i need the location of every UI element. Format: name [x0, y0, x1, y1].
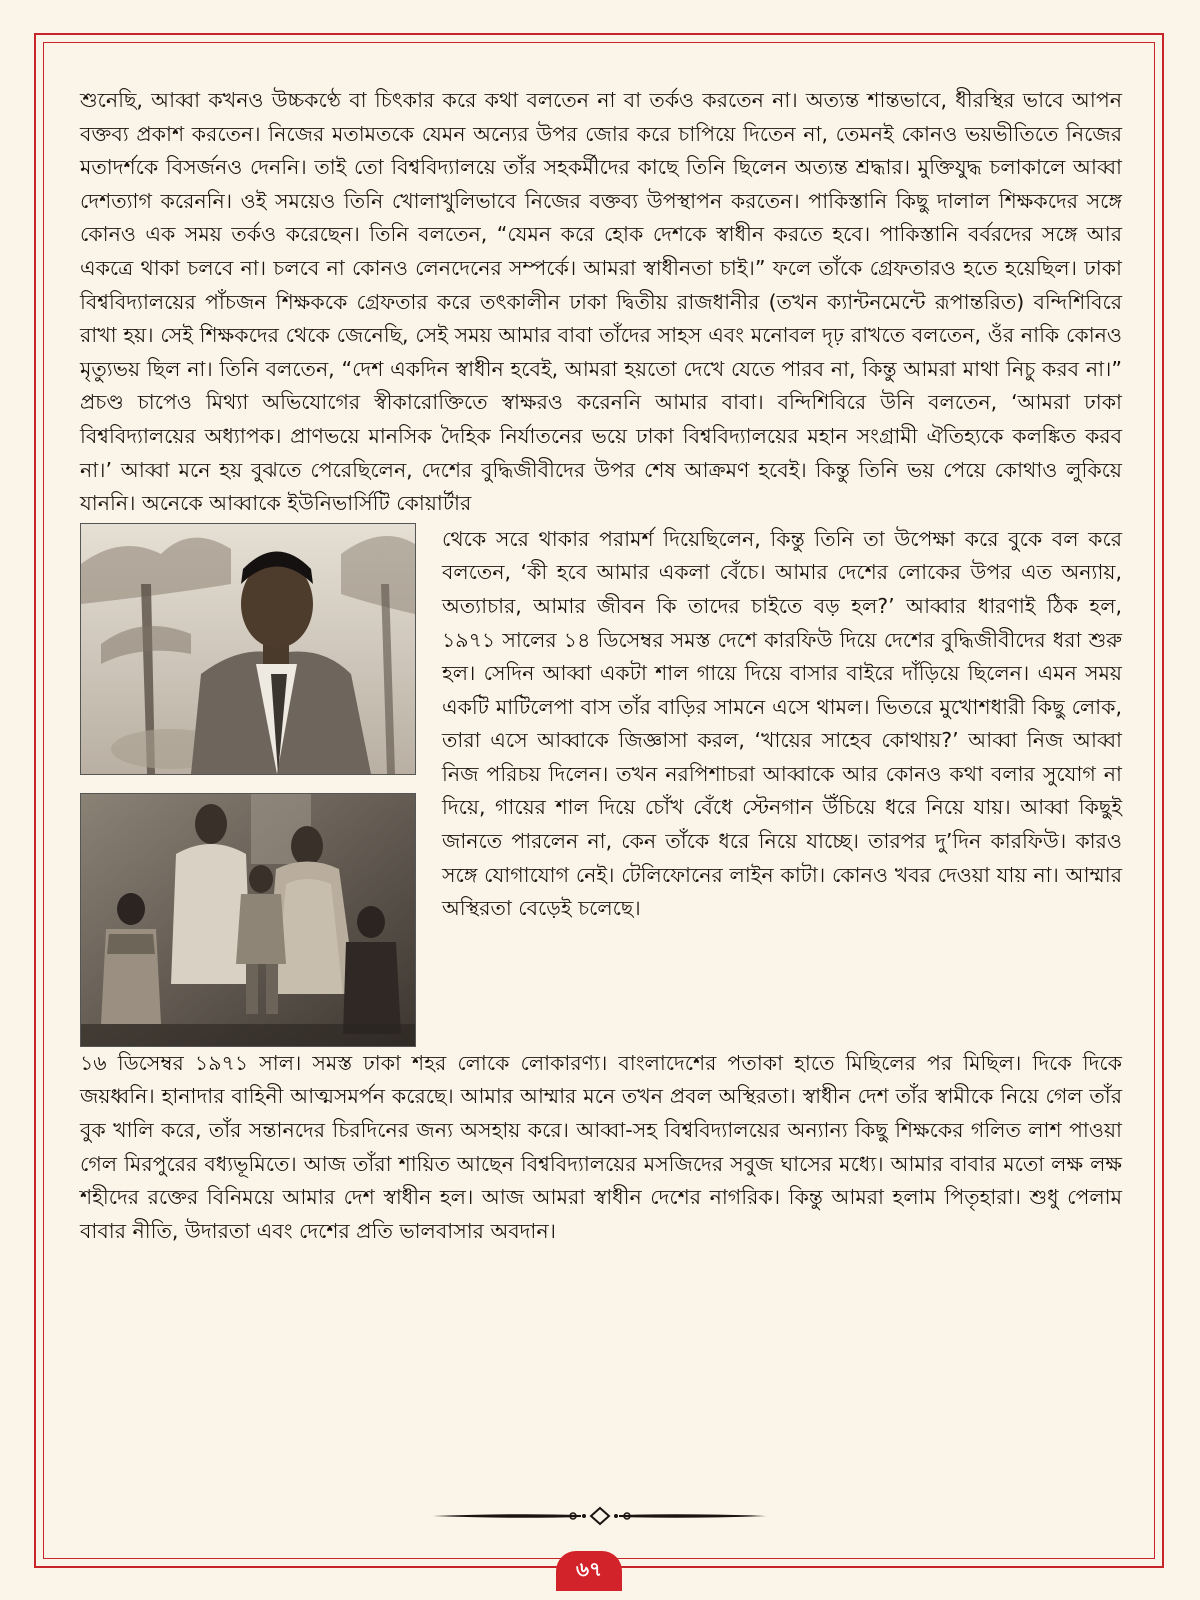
article-paragraph-1: শুনেছি, আব্বা কখনও উচ্চকণ্ঠে বা চিৎকার করে কথা বলতেন না বা তর্কও করতেন না। অত্যন্ত শান্তভাবে, ধীরস্থির ভাবে আপন বক্তব্য প্রকাশ করতেন। নিজের মতামতকে যেমন অন্যের উপর জোর করে চাপিয়ে দিতেন না, তেমনই কোনও ভয়ভীতিতে নিজের মতাদর্শকে বিসর্জনও দেননি। তাই তো বিশ্ববিদ্যালয়ে তাঁর সহকর্মীদের কাছে তিনি ছিলেন অত্যন্ত শ্রদ্ধার। মুক্তিযুদ্ধ চলাকালে আব্বা দেশত্যাগ করেননি। ওই সময়েও তিনি খোলাখুলিভাবে নিজের বক্তব্য উপস্থাপন করতেন। পাকিস্তানি কিছু দালাল শিক্ষকদের সঙ্গে কোনও এক সময় তর্কও করেছেন। তিনি বলতেন, “যেমন করে হোক দেশকে স্বাধীন করতে হবে। পাকিস্তানি বর্বরদের সঙ্গে আর একত্রে থাকা চলবে না। চলবে না কোনও লেনদেনের সম্পর্কে। আমরা স্বাধীনতা চাই।” ফলে তাঁকে গ্রেফতারও হতে হয়েছিল। ঢাকা বিশ্ববিদ্যালয়ের পাঁচজন শিক্ষককে গ্রেফতার করে তৎকালীন ঢাকা দ্বিতীয় রাজধানীর (তখন ক্যান্টনমেন্টে রূপান্তরিত) বন্দিশিবিরে রাখা হয়। সেই শিক্ষকদের থেকে জেনেছি, সেই সময় আমার বাবা তাঁদের সাহস এবং মনোবল দৃঢ় রাখতে বলতেন, ওঁর নাকি কোনও মৃত্যুভয় ছিল না। তিনি বলতেন, “দেশ একদিন স্বাধীন হবেই, আমরা হয়তো দেখে যেতে পারব না, কিন্তু আমরা মাথা নিচু করব না।” প্রচণ্ড চাপেও মিথ্যা অভিযোগের স্বীকারোক্তিতে স্বাক্ষরও করেননি আমার বাবা। বন্দিশিবিরে উনি বলতেন, ‘আমরা ঢাকা বিশ্ববিদ্যালয়ের অধ্যাপক। প্রাণভয়ে মানসিক দৈহিক নির্যাতনের ভয়ে ঢাকা বিশ্ববিদ্যালয়ের মহান সংগ্রামী ঐতিহ্যকে কলঙ্কিত করব না।’ আব্বা মনে হয় বুঝতে পেরেছিলেন, দেশের বুদ্ধিজীবীদের উপর শেষ আক্রমণ হবেই। কিন্তু তিনি ভয় পেয়ে কোথাও লুকিয়ে যাননি। অনেকে আব্বাকে ইউনিভার্সিটি কোয়ার্টার: [80, 88, 1123, 516]
photo-text-section: [80, 523, 1122, 1047]
page-number-badge: [556, 1551, 622, 1591]
page-number: ৬৭: [575, 1556, 602, 1581]
ornamental-divider: [433, 1506, 767, 1526]
photo-side-text: [442, 523, 1122, 1047]
portrait-photo: [80, 523, 416, 775]
article-paragraph-3: ১৬ ডিসেম্বর ১৯৭১ সাল। সমস্ত ঢাকা শহর লোকে লোকারণ্য। বাংলাদেশের পতাকা হাতে মিছিলের পর মিছিল। দিকে দিকে জয়ধ্বনি। হানাদার বাহিনী আত্মসমর্পন করেছে। আমার আম্মার মনে তখন প্রবল অস্থিরতা। স্বাধীন দেশ তাঁর স্বামীকে নিয়ে গেল তাঁর বুক খালি করে, তাঁর সন্তানদের চিরদিনের জন্য অসহায় করে। আব্বা-সহ বিশ্ববিদ্যালয়ের অন্যান্য কিছু শিক্ষকের গলিত লাশ পাওয়া গেল মিরপুরের বধ্যভূমিতে। আজ তাঁরা শায়িত আছেন বিশ্ববিদ্যালয়ের মসজিদের সবুজ ঘাসের মধ্যে। আমার বাবার মতো লক্ষ লক্ষ শহীদের রক্তের বিনিময়ে আমার দেশ স্বাধীন হল। আজ আমরা স্বাধীন দেশের নাগরিক। কিন্তু আমরা হলাম পিতৃহারা। শুধু পেলাম বাবার নীতি, উদারতা এবং দেশের প্রতি ভালবাসার অবদান।: [80, 1050, 1122, 1243]
article-paragraph-2: থেকে সরে থাকার পরামর্শ দিয়েছিলেন, কিন্তু তিনি তা উপেক্ষা করে বুকে বল করে বলতেন, ‘কী হবে আমার একলা বেঁচে। আমার দেশের লোকের উপর এত অন্যায়, অত্যাচার, আমার জীবন কি তাদের চাইতে বড় হল?’ আব্বার ধারণাই ঠিক হল, ১৯৭১ সালের ১৪ ডিসেম্বর সমস্ত দেশে কারফিউ দিয়ে দেশের বুদ্ধিজীবীদের ধরা শুরু হল। সেদিন আব্বা একটা শাল গায়ে দিয়ে বাসার বাইরে দাঁড়িয়ে ছিলেন। এমন সময় একটি মাটিলেপা বাস তাঁর বাড়ির সামনে এসে থামল। ভিতরে মুখোশধারী কিছু লোক, তারা এসে আব্বাকে জিজ্ঞাসা করল, ‘খায়ের সাহেব কোথায়?’ আব্বা নিজ আব্বা নিজ পরিচয় দিলেন। তখন নরপিশাচরা আব্বাকে আর কোনও কথা বলার সুযোগ না দিয়ে, গায়ের শাল দিয়ে চোঁখ বেঁধে স্টেনগান উঁচিয়ে ধরে নিয়ে যায়। আব্বা কিছুই জানতে পারলেন না, কেন তাঁকে ধরে নিয়ে যাচ্ছে। তারপর দু’দিন কারফিউ। কারও সঙ্গে যোগাযোগ নেই। টেলিফোনের লাইন কাটা। কোনও খবর দেওয়া যায় না। আম্মার অস্থিরতা বেড়েই চলেছে।: [442, 526, 1122, 921]
photo-column: [80, 523, 414, 1047]
family-photo: [80, 793, 416, 1047]
article-body: [80, 84, 1122, 1248]
